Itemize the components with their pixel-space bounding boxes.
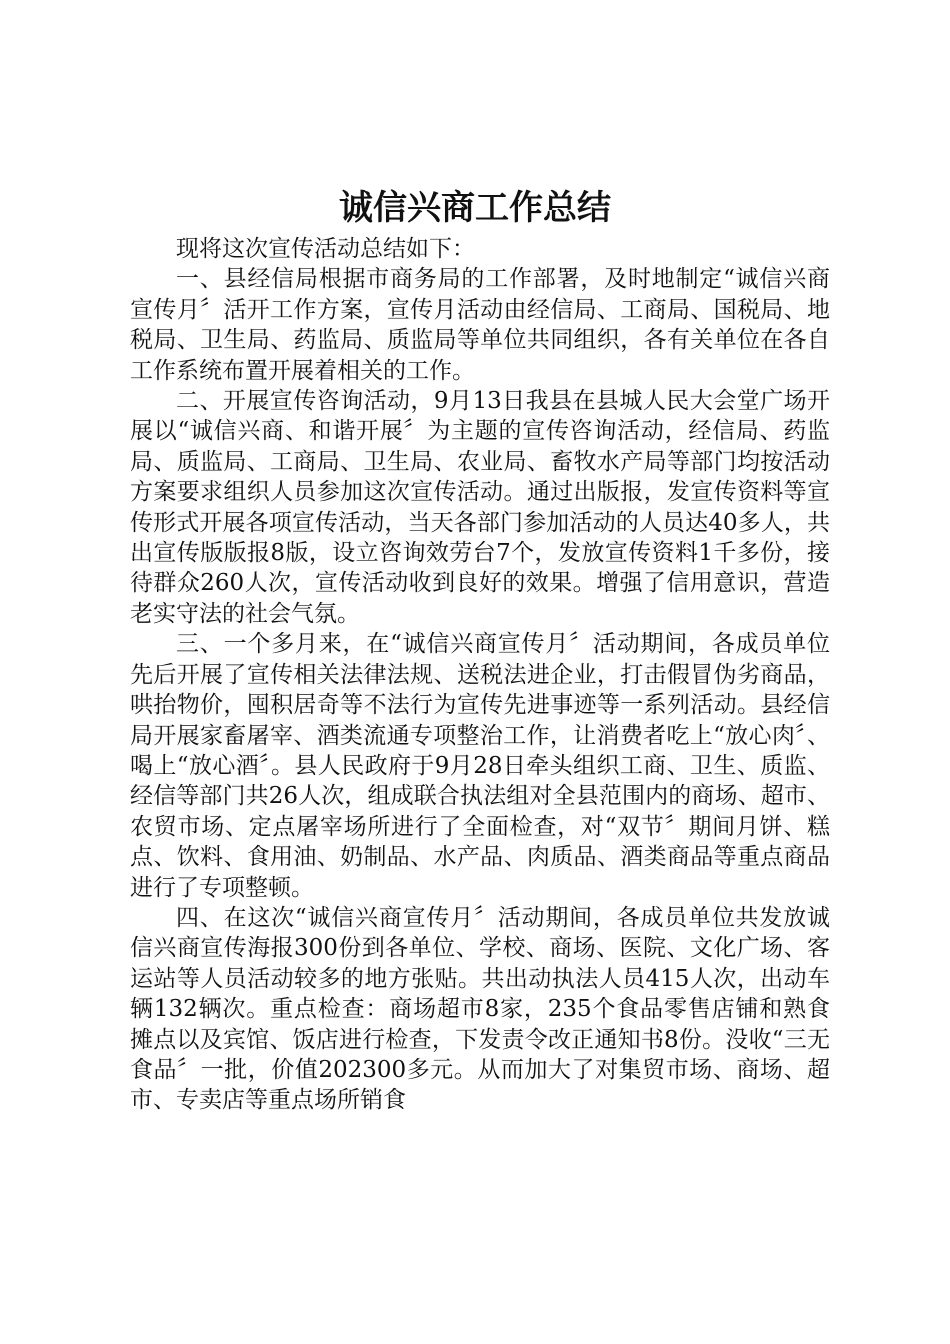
paragraph-section-2: 二、开展宣传咨询活动，9月13日我县在县城人民大会堂广场开展以“诚信兴商、和谐开展〞为主题的宣传咨询活动，经信局、药监局、质监局、工商局、卫生局、农业局、畜牧水产局等部门均按活动方案要求组织人员参加这次宣传活动。通过出版报，发宣传资料等宣传形式开展各项宣传活动，当天各部门参加活动的人员达40多人，共出宣传版版报8版，设立咨询效劳台7个，发放宣传资料1千多份，接待群众260人次，宣传活动收到良好的效果。增强了信用意识，营造老实守法的社会气氛。	[130, 388, 830, 627]
document-title: 诚信兴商工作总结	[339, 188, 611, 228]
paragraph-section-1: 一、县经信局根据市商务局的工作部署，及时地制定“诚信兴商宣传月〞活开工作方案，宣传月活动由经信局、工商局、国税局、地税局、卫生局、药监局、质监局等单位共同组织，各有关单位在各自工作系统布置开展着相关的工作。	[130, 266, 830, 384]
document-body	[130, 234, 830, 1116]
paragraph-section-3: 三、一个多月来，在“诚信兴商宣传月〞活动期间，各成员单位先后开展了宣传相关法律法规、送税法进企业，打击假冒伪劣商品，哄抬物价，囤积居奇等不法行为宣传先进事迹等一系列活动。县经信局开展家畜屠宰、酒类流通专项整治工作，让消费者吃上“放心肉〞、喝上“放心酒〞。县人民政府于9月28日牵头组织工商、卫生、质监、经信等部门共26人次，组成联合执法组对全县范围内的商场、超市、农贸市场、定点屠宰场所进行了全面检查，对“双节〞期间月饼、糕点、饮料、食用油、奶制品、水产品、肉质品、酒类商品等重点商品进行了专项整顿。	[130, 631, 830, 901]
paragraph-intro: 现将这次宣传活动总结如下：	[176, 236, 475, 262]
paragraph-section-4: 四、在这次“诚信兴商宣传月〞活动期间，各成员单位共发放诚信兴商宣传海报300份到各单位、学校、商场、医院、文化广场、客运站等人员活动较多的地方张贴。共出动执法人员415人次，出动车辆132辆次。重点检查：商场超市8家，235个食品零售店铺和熟食摊点以及宾馆、饭店进行检查，下发责令改正通知书8份。没收“三无食品〞一批，价值202300多元。从而加大了对集贸市场、商场、超市、专卖店等重点场所销食	[130, 904, 830, 1114]
